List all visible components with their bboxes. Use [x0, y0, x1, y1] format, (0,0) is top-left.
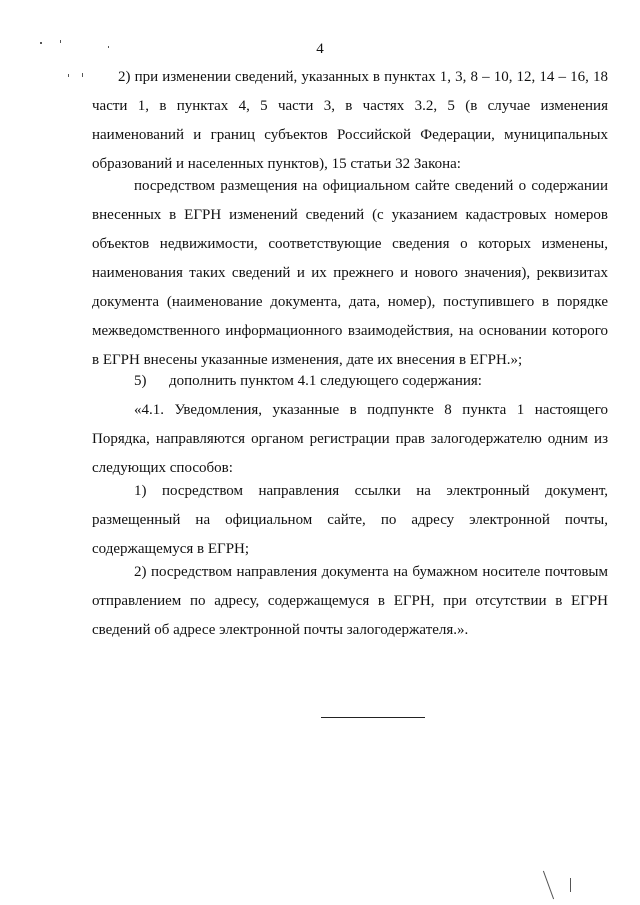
paragraph-item-2: 2) при изменении сведений, указанных в пунктах 1, 3, 8 – 10, 12, 14 – 16, 18 части 1, в пунктах 4, 5 части 3, в частях 3.2, 5 (в случае изменения наименований и границ субъектов Российской Федерации, муниципальных образований и населенных пунктов), 15 статьи 32 Закона:	[92, 69, 608, 172]
scan-speck	[108, 46, 109, 48]
scan-speck	[543, 871, 554, 900]
paragraph-publication-method: посредством размещения на официальном сайте сведений о содержании внесенных в ЕГРН изменений сведений (с указанием кадастровых номеров объектов недвижимости, соответствующие сведения о которых изменены, наименования таких сведений и их прежнего и нового значения), реквизитах документа (наименование документа, дата, номер), поступившего в порядке межведомственного информационного взаимодействия, на основании которого в ЕГРН внесены указанные изменения, дате их внесения в ЕГРН.»;	[92, 178, 608, 368]
scan-speck	[68, 74, 69, 77]
paragraph-clause-4-1: «4.1. Уведомления, указанные в подпункте 8 пункта 1 настоящего Порядка, направляются органом регистрации прав залогодержателю одним из следующих способов:	[92, 402, 608, 476]
paragraph-item-5: 5) дополнить пунктом 4.1 следующего содержания:	[134, 373, 482, 389]
paragraph-method-1: 1) посредством направления ссылки на электронный документ, размещенный на официальном сайте, по адресу электронной почты, содержащемуся в ЕГРН;	[92, 483, 608, 557]
scan-speck	[82, 73, 83, 77]
paragraph-method-2: 2) посредством направления документа на бумажном носителе почтовым отправлением по адресу, содержащемуся в ЕГРН, при отсутствии в ЕГРН сведений об адресе электронной почты залогодержателя.».	[92, 564, 608, 638]
page-number: 4	[316, 41, 324, 57]
scan-speck	[570, 878, 571, 892]
end-divider-line	[321, 717, 425, 718]
scan-speck	[40, 42, 42, 44]
scan-speck	[60, 40, 61, 43]
